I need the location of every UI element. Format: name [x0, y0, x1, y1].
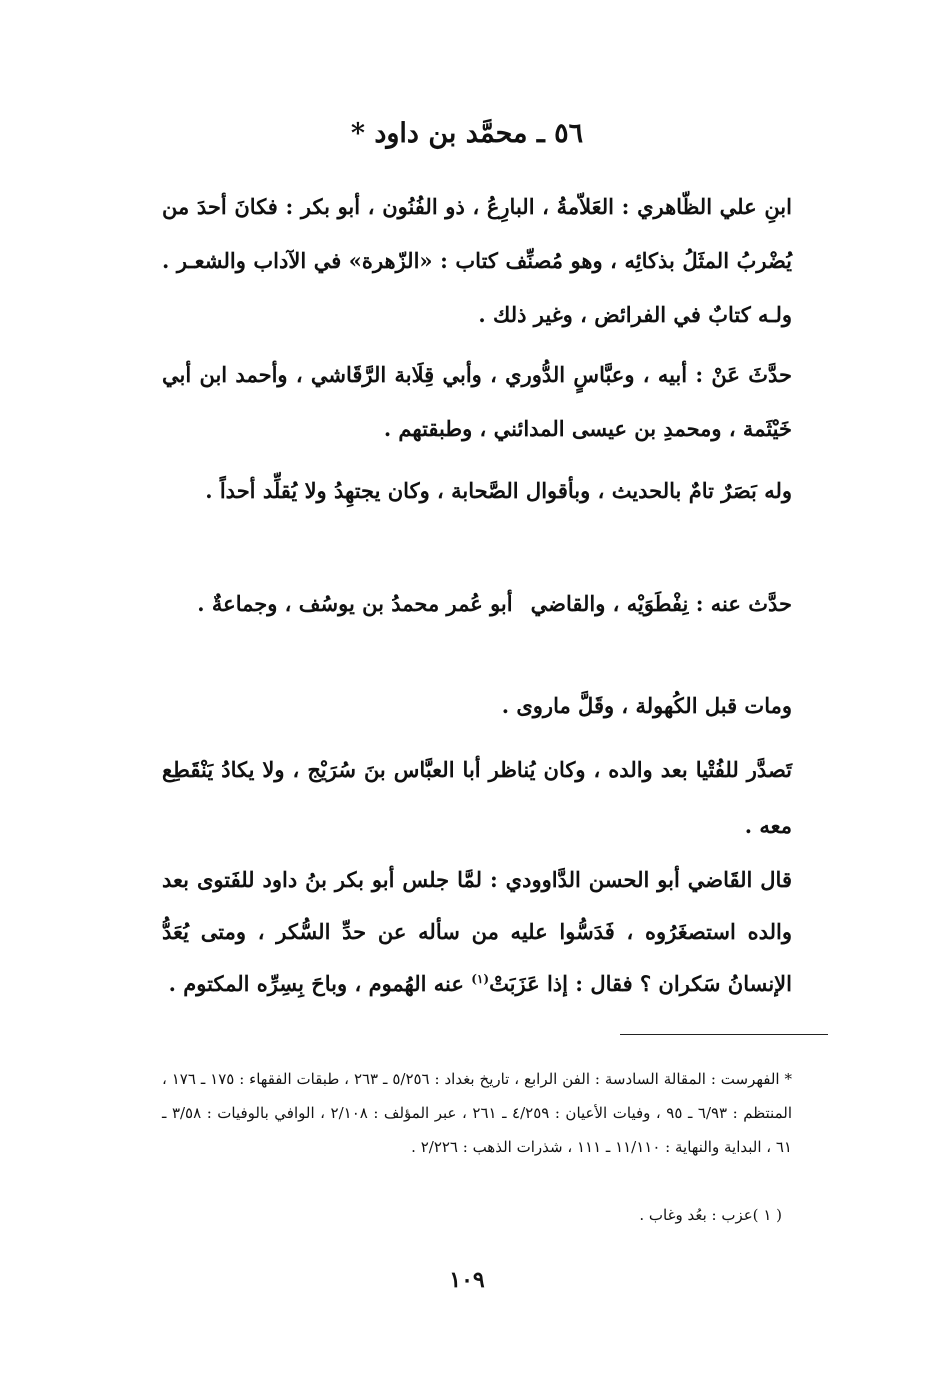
paragraph-teachers: حدَّثَ عَنْ : أبيه ، وعبَّاسٍ الدُّوري ، وأبي قِلَابة الرَّقَاشي ، وأحمد ابن أبي خَيْثَمة ، ومحمدِ بن عيسى المدائني ، وطبقتهم . — [162, 362, 792, 441]
entry-title: ٥٦ ـ محمَّد بن داود * — [350, 118, 584, 149]
footnote-sources: * الفهرست : المقالة السادسة : الفن الرابع ، تاريخ بغداد : ٥/٢٥٦ ـ ٢٦٣ ، طبقات الفقهاء : ١٧٥ ـ ١٧٦ ، المنتظم : ٦/٩٣ ـ ٩٥ ، وفيات الأعيان : ٤/٢٥٩ ـ ٢٦١ ، عبر المؤلف : ٢/١٠٨ ، الوافي بالوفيات : ٣/٥٨ ـ ٦١ ، البداية والنهاية : ١١/١١٠ ـ ١١١ ، شذرات الذهب : ٢/٢٢٦ . — [162, 1070, 793, 1156]
anecdote-text-part-2: عنه الهُموم ، وباحَ بِسِرِّه المكتوم . — [168, 971, 464, 996]
paragraph-anecdote — [162, 854, 792, 1010]
page-number: ١٠٩ — [449, 1267, 485, 1293]
paragraph-fatwa: تَصدَّر للفُتْيا بعد والده ، وكان يُناظر أبا العبَّاس بنَ سُرَيْج ، ولا يكادُ يَنْقَطِع معه . — [162, 757, 792, 838]
paragraph-knowledge: وله بَصَرٌ تامٌ بالحديث ، وبأقوال الصَّحابة ، وكان يجتهِدُ ولا يُقلِّد أحداً . — [205, 478, 792, 503]
footnote-divider — [620, 1034, 828, 1035]
paragraph-death: ومات قبل الكُهولة ، وقَلَّ ماروى . — [501, 693, 792, 718]
students-text-part-1: حدَّث عنه : نِفْطَوَيْه ، والقاضي — [530, 591, 792, 616]
footnote-reference: (١) — [471, 972, 490, 986]
paragraph-intro: ابنِ علي الظّاهري : العَلاّمةُ ، البارِعُ ، ذو الفُنُون ، أبو بكر : فكانَ أحدَ من يُضْربُ المثَلُ بذكائِه ، وهو مُصنِّف كتاب : «الزّهرة» في الآداب والشعـر . ولـه كتابٌ في الفرائض ، وغير ذلك . — [162, 194, 792, 327]
students-text-part-2: أبو عُمر محمدُ بن يوسُف ، — [284, 591, 513, 616]
footnote-1: ( ١ )عزب : بعُد وغاب . — [639, 1206, 782, 1224]
students-text-part-3: وجماعةٌ . — [197, 591, 278, 616]
paragraph-students — [162, 574, 792, 634]
anecdote-text-part-1: قال القَاضي أبو الحسن الدَّاوودي : لمَّا جلس أبو بكر بنُ داود للفَتوى بعد والده استصغَرُوه ، فَدَسُّوا عليه من سأله عن حدِّ السُّكر ، ومتى يُعَدُّ الإنسانُ سَكران ؟ فقال : إذا عَزَبَتْ — [162, 867, 792, 996]
